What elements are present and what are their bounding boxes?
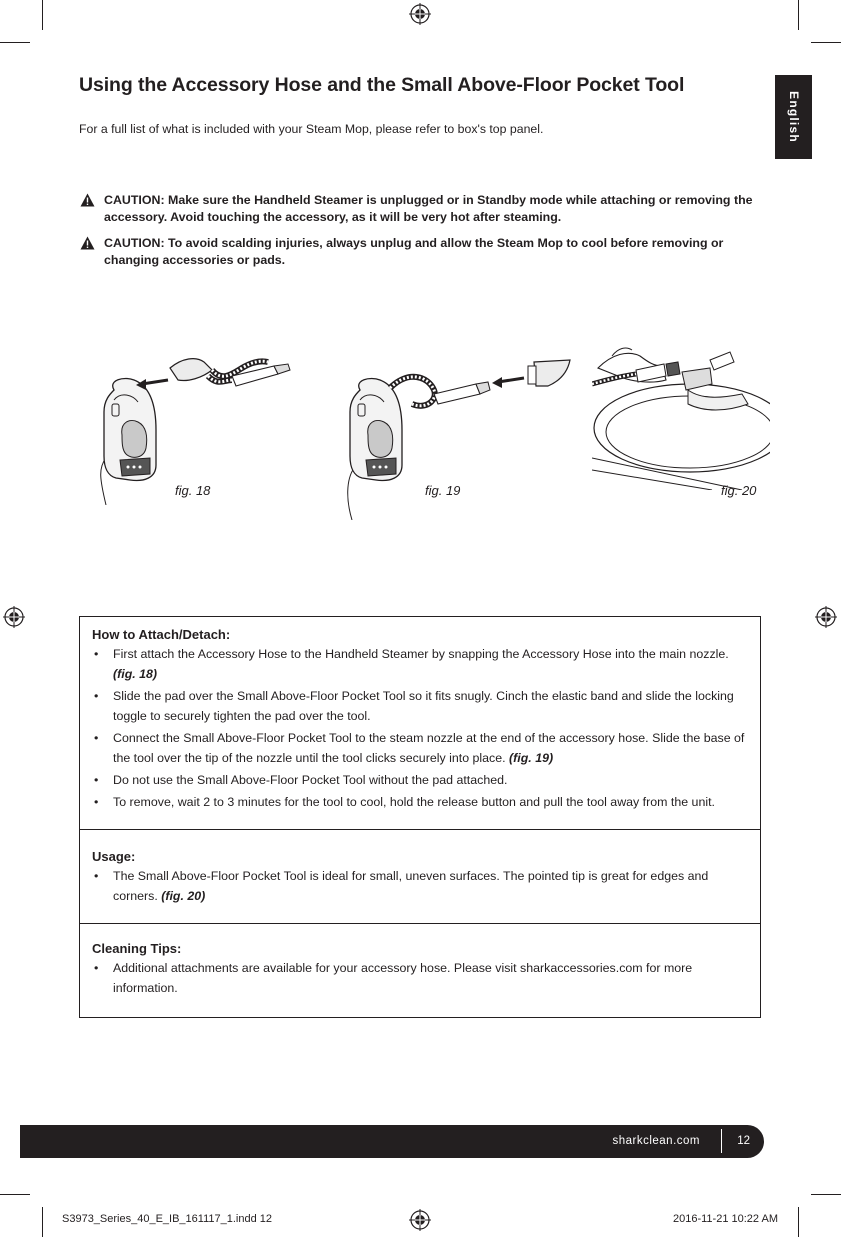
page-title: Using the Accessory Hose and the Small Above-Floor Pocket Tool [79, 74, 685, 96]
section-title: Cleaning Tips: [92, 941, 182, 956]
instructions-box [79, 616, 761, 1018]
attach-section [80, 627, 760, 812]
figure-reference: (fig. 18) [113, 667, 158, 681]
list-item: • First attach the Accessory Hose to the Handheld Steamer by snapping the Accessory Hose into the main nozzle. (fig. 18) [94, 647, 729, 681]
crop-mark [798, 1207, 799, 1237]
figure-reference: (fig. 19) [509, 751, 554, 765]
caution-text: CAUTION: Make sure the Handheld Steamer is unplugged or in Standby mode while attaching or removing the accessory. Avoid touching the accessory, as it will be very hot after steaming. [104, 193, 753, 224]
crop-mark [42, 1207, 43, 1237]
list-item: • Additional attachments are available for your accessory hose. Please visit sharkaccessories.com for more information. [94, 961, 693, 995]
page-number: 12 [737, 1135, 750, 1147]
caution-notice [80, 235, 780, 269]
list-item: • Do not use the Small Above-Floor Pocket Tool without the pad attached. [94, 773, 508, 787]
registration-mark-icon [3, 606, 25, 628]
footer-divider [721, 1129, 722, 1153]
crop-mark [0, 1194, 30, 1195]
registration-mark-icon [409, 3, 431, 25]
list-item: • To remove, wait 2 to 3 minutes for the tool to cool, hold the release button and pull the tool away from the unit. [94, 795, 715, 809]
warning-icon [80, 236, 95, 250]
fig-18-caption: fig. 18 [175, 483, 211, 498]
print-slug-file: S3973_Series_40_E_IB_161117_1.indd 12 [62, 1213, 272, 1225]
language-tab-label: English [786, 91, 801, 143]
crop-mark [811, 42, 841, 43]
section-title: Usage: [92, 849, 136, 864]
crop-mark [811, 1194, 841, 1195]
intro-text: For a full list of what is included with your Steam Mop, please refer to box's top panel. [79, 122, 544, 136]
registration-mark-icon [815, 606, 837, 628]
footer-url: sharkclean.com [612, 1135, 700, 1147]
fig-18-illustration [92, 340, 302, 505]
list-item: • The Small Above-Floor Pocket Tool is ideal for small, uneven surfaces. The pointed tip is great for edges and corners. (fig. 20) [94, 869, 709, 903]
usage-section [80, 849, 760, 906]
list-item: • Slide the pad over the Small Above-Floor Pocket Tool so it fits snugly. Cinch the elastic band and slide the locking toggle to securely tighten the pad over the tool. [94, 689, 734, 723]
crop-mark [0, 42, 30, 43]
crop-mark [798, 0, 799, 30]
fig-20-illustration [592, 340, 770, 490]
print-slug-date: 2016-11-21 10:22 AM [673, 1213, 778, 1225]
section-divider [80, 829, 760, 830]
language-tab [775, 75, 812, 159]
footer-bar [20, 1125, 764, 1158]
warning-icon [80, 193, 95, 207]
fig-19-caption: fig. 19 [425, 483, 461, 498]
figure-reference: (fig. 20) [161, 889, 206, 903]
caution-notice [80, 192, 780, 226]
list-item: • Connect the Small Above-Floor Pocket Tool to the steam nozzle at the end of the accessory hose. Slide the base of the tool over the tip of the nozzle until the tool clicks securely into place. (fig. 19) [94, 731, 745, 765]
section-divider [80, 923, 760, 924]
section-title: How to Attach/Detach: [92, 627, 231, 642]
registration-mark-icon [409, 1209, 431, 1231]
crop-mark [42, 0, 43, 30]
fig-20-caption: fig. 20 [721, 483, 757, 498]
caution-text: CAUTION: To avoid scalding injuries, always unplug and allow the Steam Mop to cool before removing or changing accessories or pads. [104, 236, 724, 267]
cleaning-section [80, 941, 760, 998]
